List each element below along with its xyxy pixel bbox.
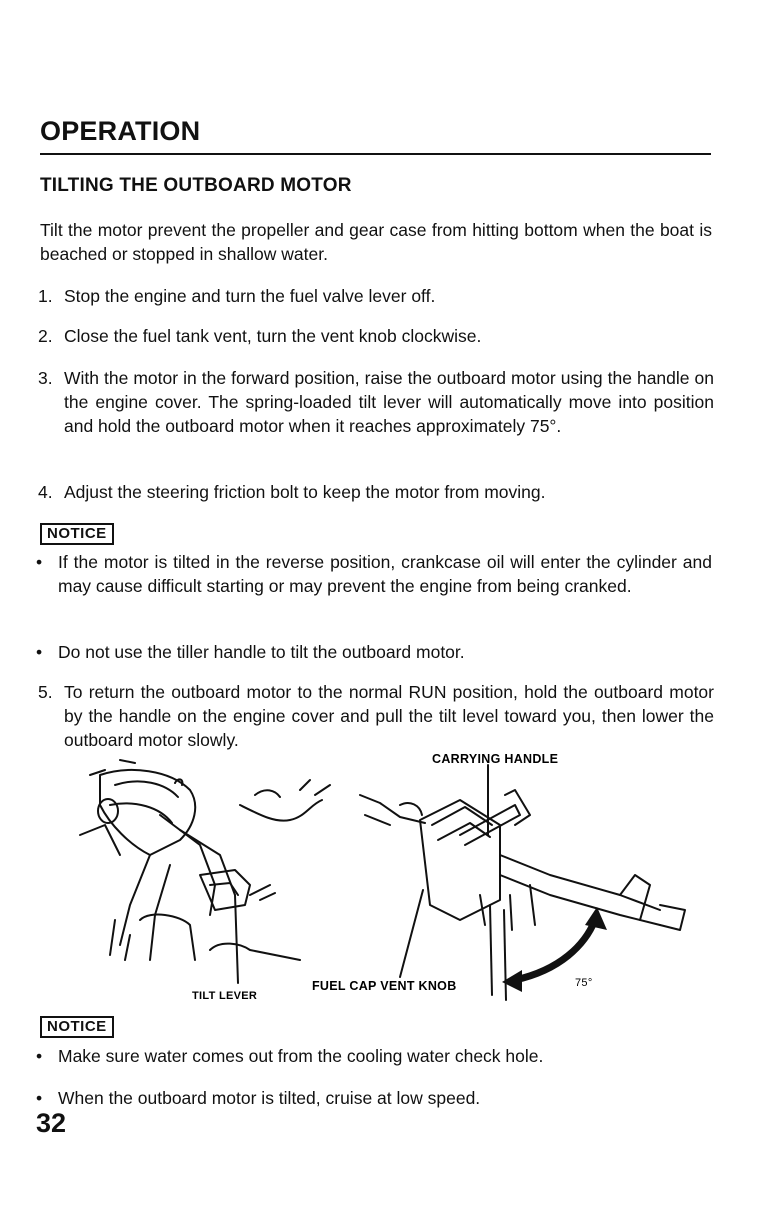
notice-label-2: NOTICE: [40, 1016, 114, 1038]
angle-label: 75°: [575, 977, 593, 989]
bullet-text: If the motor is tilted in the reverse position, crankcase oil will enter the cylinder and may cause difficult starting or may prevent the engine from being cranked.: [58, 552, 712, 596]
step-number: 3.: [38, 368, 53, 388]
tilt-lever-leader: [235, 895, 238, 983]
bullet-dot: •: [36, 1046, 43, 1066]
step-number: 2.: [38, 326, 53, 346]
bullet-text: Make sure water comes out from the cooling water check hole.: [58, 1046, 544, 1066]
tilt-angle-arrow: [515, 920, 595, 980]
fuel-cap-vent-knob-label: FUEL CAP VENT KNOB: [312, 979, 457, 993]
notice-label: NOTICE: [40, 523, 114, 545]
tilt-lever-label: TILT LEVER: [192, 990, 258, 1002]
step-number: 1.: [38, 286, 53, 306]
step-3: [38, 366, 714, 438]
step-5: [38, 680, 714, 752]
step-text: With the motor in the forward position, raise the outboard motor using the handle on the engine cover. The spring-loaded tilt lever will automatically move into position and hold the outboard motor when it reaches approximately 75°.: [64, 368, 714, 436]
step-4: [38, 480, 714, 504]
carrying-handle-label: CARRYING HANDLE: [432, 752, 559, 766]
step-text: Adjust the steering friction bolt to keep the motor from moving.: [64, 482, 546, 502]
bullet-text: Do not use the tiller handle to tilt the outboard motor.: [58, 642, 465, 662]
notice-bullet-1: [36, 550, 712, 598]
bullet-dot: •: [36, 1088, 43, 1108]
step-text: To return the outboard motor to the normal RUN position, hold the outboard motor by the handle on the engine cover and pull the tilt level toward you, then lower the outboard motor slowly.: [64, 682, 714, 750]
section-title: OPERATION: [40, 116, 201, 146]
bullet-dot: •: [36, 642, 43, 662]
clamp-bracket-drawing: [80, 760, 330, 960]
tilting-illustration: [60, 745, 700, 1010]
notice2-bullet-2: [36, 1086, 712, 1110]
outboard-motor-drawing: [360, 790, 685, 1000]
bullet-dot: •: [36, 552, 43, 572]
step-number: 4.: [38, 482, 53, 502]
notice2-bullet-1: [36, 1044, 712, 1068]
step-2: [38, 324, 714, 348]
step-text: Close the fuel tank vent, turn the vent knob clockwise.: [64, 326, 482, 346]
page-number: 32: [36, 1108, 67, 1138]
title-rule: [40, 153, 711, 155]
subheading: TILTING THE OUTBOARD MOTOR: [40, 175, 352, 196]
step-number: 5.: [38, 682, 53, 702]
vent-knob-leader: [400, 890, 423, 977]
notice-bullet-2: [36, 640, 712, 664]
step-text: Stop the engine and turn the fuel valve lever off.: [64, 286, 436, 306]
step-1: [38, 284, 714, 308]
intro-paragraph: Tilt the motor prevent the propeller and gear case from hitting bottom when the boat is beached or stopped in shallow water.: [40, 220, 712, 264]
bullet-text: When the outboard motor is tilted, cruise at low speed.: [58, 1088, 481, 1108]
